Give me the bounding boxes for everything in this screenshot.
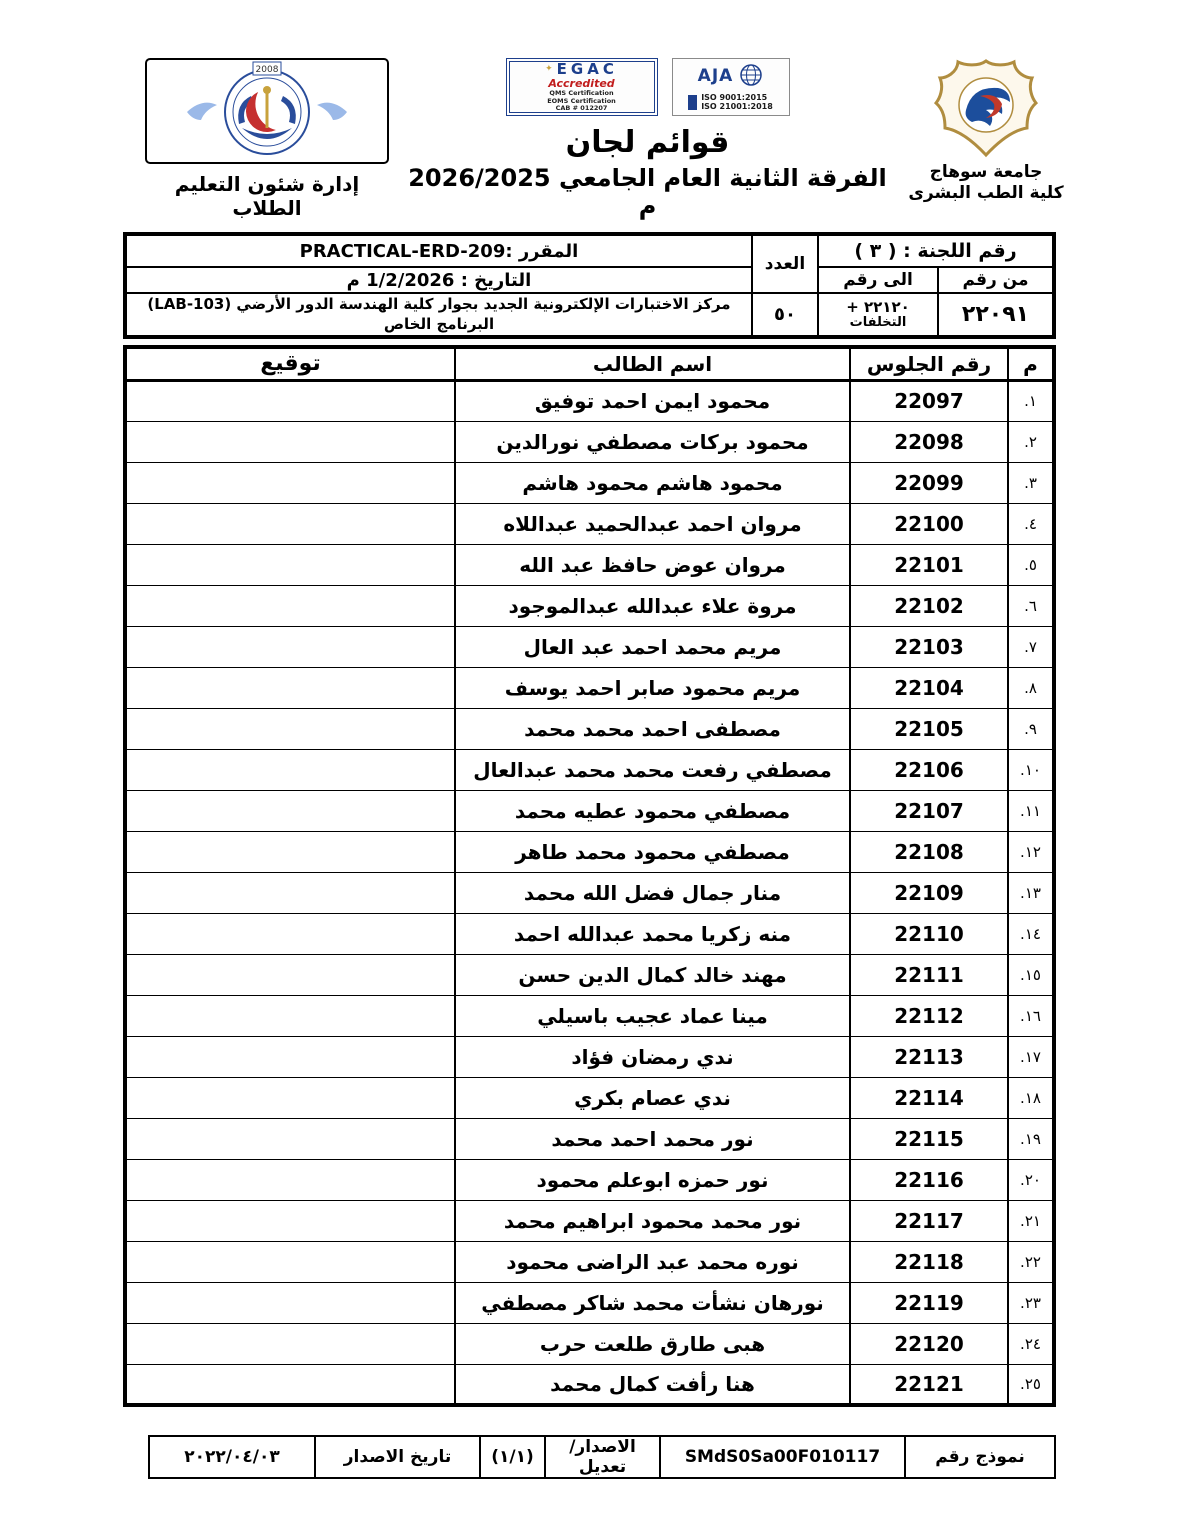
students-table — [123, 345, 1056, 1407]
student-name: نور محمد محمود ابراهيم محمد — [455, 1200, 850, 1241]
seat-number: 22112 — [850, 995, 1008, 1036]
university-block — [906, 58, 1066, 205]
row-index: ٢. — [1008, 421, 1054, 462]
svg-text:Faculty of Medicine — [157, 60, 161, 62]
retakes-note: التخلفات — [849, 314, 907, 330]
signature-cell — [125, 1364, 455, 1405]
seat-number: 22114 — [850, 1077, 1008, 1118]
row-index: ٢٢. — [1008, 1241, 1054, 1282]
row-index: ٢٥. — [1008, 1364, 1054, 1405]
exam-location-line1: مركز الاختبارات الإلكترونية الجديد بجوار كلية الهندسة الدور الأرضي (LAB-103) — [147, 295, 731, 313]
seat-number: 22104 — [850, 667, 1008, 708]
seat-number: 22100 — [850, 503, 1008, 544]
student-name: نور محمد احمد محمد — [455, 1118, 850, 1159]
seat-number: 22099 — [850, 462, 1008, 503]
seat-number: 22110 — [850, 913, 1008, 954]
footer-row — [149, 1436, 1055, 1478]
signature-cell — [125, 1323, 455, 1364]
egac-accredited-label: Accredited — [548, 77, 615, 91]
row-index: ١٩. — [1008, 1118, 1054, 1159]
signature-cell — [125, 790, 455, 831]
form-footer-table — [148, 1435, 1056, 1479]
issue-date-label: تاريخ الاصدار — [315, 1436, 480, 1478]
student-name: مروان عوض حافظ عبد الله — [455, 544, 850, 585]
count-label: العدد — [752, 234, 818, 293]
seat-number: 22098 — [850, 421, 1008, 462]
signature-cell — [125, 831, 455, 872]
students-tbody — [125, 380, 1054, 1405]
student-row — [125, 708, 1054, 749]
student-name: محمود ايمن احمد توفيق — [455, 380, 850, 421]
row-index: ٢٠. — [1008, 1159, 1054, 1200]
student-name: مصطفى احمد محمد محمد — [455, 708, 850, 749]
seat-number: 22116 — [850, 1159, 1008, 1200]
seat-number: 22102 — [850, 585, 1008, 626]
student-row — [125, 1364, 1054, 1405]
aja-certification-logo — [672, 58, 790, 116]
globe-icon — [739, 63, 763, 90]
course-code: PRACTICAL-ERD-209 — [299, 240, 506, 262]
row-index: ١. — [1008, 380, 1054, 421]
student-row — [125, 544, 1054, 585]
student-row — [125, 1282, 1054, 1323]
signature-cell — [125, 954, 455, 995]
from-number-value: ٢٢٠٩١ — [938, 293, 1054, 337]
row-index: ١٦. — [1008, 995, 1054, 1036]
row-index: ١٤. — [1008, 913, 1054, 954]
egac-qms-line: QMS Certification — [549, 89, 614, 98]
aja-iso-21001: ISO 21001:2018 — [701, 102, 773, 111]
revision-value: (١/١) — [480, 1436, 545, 1478]
aja-flag-mark — [688, 95, 697, 110]
student-row — [125, 1323, 1054, 1364]
seat-number: 22101 — [850, 544, 1008, 585]
page-title: قوائم لجان — [565, 125, 730, 160]
student-name: مينا عماد عجيب باسيلي — [455, 995, 850, 1036]
signature-cell — [125, 1077, 455, 1118]
seat-number: 22108 — [850, 831, 1008, 872]
header-signature: توقيع — [125, 347, 455, 380]
seat-number: 22115 — [850, 1118, 1008, 1159]
sohag-university-emblem-icon — [932, 143, 1040, 162]
faculty-emblem-box — [145, 58, 389, 164]
student-row — [125, 954, 1054, 995]
student-row — [125, 1118, 1054, 1159]
course-label: المقرر : — [505, 240, 579, 262]
student-name: منار جمال فضل الله محمد — [455, 872, 850, 913]
to-number: ٢٢١٢٠ + — [846, 298, 910, 317]
egac-eoms-line: EOMS Certification — [547, 96, 616, 105]
student-row — [125, 667, 1054, 708]
student-row — [125, 1036, 1054, 1077]
signature-cell — [125, 1159, 455, 1200]
student-row — [125, 872, 1054, 913]
student-name: مصطفي محمود عطيه محمد — [455, 790, 850, 831]
seat-number: 22103 — [850, 626, 1008, 667]
seat-number: 22113 — [850, 1036, 1008, 1077]
row-index: ١١. — [1008, 790, 1054, 831]
row-index: ٢٤. — [1008, 1323, 1054, 1364]
students-table-header-row — [125, 347, 1054, 380]
seat-number: 22118 — [850, 1241, 1008, 1282]
from-number-label: من رقم — [938, 267, 1054, 293]
signature-cell — [125, 544, 455, 585]
egac-cab-line: CAB # 012207 — [555, 104, 608, 113]
seat-number: 22117 — [850, 1200, 1008, 1241]
student-name: هنا رأفت كمال محمد — [455, 1364, 850, 1405]
form-number-value: SMdS0Sa00F010117 — [660, 1436, 905, 1478]
signature-cell — [125, 503, 455, 544]
header-student-name: اسم الطالب — [455, 347, 850, 380]
header-index: م — [1008, 347, 1054, 380]
student-row — [125, 626, 1054, 667]
student-name: محمود هاشم محمود هاشم — [455, 462, 850, 503]
row-index: ١٣. — [1008, 872, 1054, 913]
student-row — [125, 1159, 1054, 1200]
signature-cell — [125, 1282, 455, 1323]
seat-number: 22107 — [850, 790, 1008, 831]
row-index: ٣. — [1008, 462, 1054, 503]
aja-name: AJA — [697, 65, 734, 86]
student-row — [125, 380, 1054, 421]
count-value: ٥٠ — [752, 293, 818, 337]
student-row — [125, 913, 1054, 954]
row-index: ٢١. — [1008, 1200, 1054, 1241]
row-index: ١٠. — [1008, 749, 1054, 790]
seat-number: 22105 — [850, 708, 1008, 749]
header-seat-number: رقم الجلوس — [850, 347, 1008, 380]
row-index: ١٧. — [1008, 1036, 1054, 1077]
signature-cell — [125, 380, 455, 421]
student-row — [125, 462, 1054, 503]
signature-cell — [125, 1036, 455, 1077]
course-cell — [125, 234, 752, 267]
faculty-name: كلية الطب البشرى — [908, 183, 1064, 204]
content-area — [127, 232, 1056, 1407]
student-row — [125, 585, 1054, 626]
egac-accreditation-logo — [506, 58, 658, 116]
certification-logos — [399, 58, 896, 116]
signature-cell — [125, 749, 455, 790]
signature-cell — [125, 626, 455, 667]
student-name: مروان احمد عبدالحميد عبداللاه — [455, 503, 850, 544]
signature-cell — [125, 1200, 455, 1241]
issue-date-value: ٢٠٢٢/٠٤/٠٣ — [149, 1436, 315, 1478]
row-index: ٩. — [1008, 708, 1054, 749]
emblem-year: 2008 — [255, 65, 279, 75]
student-row — [125, 995, 1054, 1036]
row-index: ٧. — [1008, 626, 1054, 667]
seat-number: 22109 — [850, 872, 1008, 913]
committee-number: رقم اللجنة : ( ٣ ) — [818, 234, 1054, 267]
student-row — [125, 421, 1054, 462]
student-name: نوره محمد عبد الراضى محمود — [455, 1241, 850, 1282]
student-name: ندي رمضان فؤاد — [455, 1036, 850, 1077]
signature-cell — [125, 421, 455, 462]
student-name: نور حمزه ابوعلم محمود — [455, 1159, 850, 1200]
signature-cell — [125, 913, 455, 954]
signature-cell — [125, 667, 455, 708]
emblem-curved-text — [157, 60, 161, 62]
student-name: مروة علاء عبدالله عبدالموجود — [455, 585, 850, 626]
student-name: هبى طارق طلعت حرب — [455, 1323, 850, 1364]
seat-number: 22097 — [850, 380, 1008, 421]
row-index: ١٥. — [1008, 954, 1054, 995]
student-name: مريم محمد احمد عبد العال — [455, 626, 850, 667]
student-name: مهند خالد كمال الدين حسن — [455, 954, 850, 995]
row-index: ٢٣. — [1008, 1282, 1054, 1323]
student-name: نورهان نشأت محمد شاكر مصطفي — [455, 1282, 850, 1323]
student-name: ندي عصام بكري — [455, 1077, 850, 1118]
document-header — [145, 58, 1066, 220]
committee-info-table — [123, 232, 1056, 339]
row-index: ٤. — [1008, 503, 1054, 544]
aja-iso-9001: ISO 9001:2015 — [701, 92, 768, 102]
student-name: مصطفي محمود محمد طاهر — [455, 831, 850, 872]
signature-cell — [125, 995, 455, 1036]
exam-location-line2: البرنامج الخاص — [383, 314, 495, 333]
student-name: مصطفي رفعت محمد محمد عبدالعال — [455, 749, 850, 790]
seat-number: 22111 — [850, 954, 1008, 995]
student-row — [125, 749, 1054, 790]
exam-date: التاريخ : 1/2/2026 م — [125, 267, 752, 293]
signature-cell — [125, 585, 455, 626]
egac-emblem-icon: ✦ — [545, 64, 553, 75]
page-subtitle: الفرقة الثانية العام الجامعي 2026/2025 م — [408, 164, 887, 220]
to-number-value — [818, 293, 938, 337]
student-name: محمود بركات مصطفي نورالدين — [455, 421, 850, 462]
signature-cell — [125, 708, 455, 749]
row-index: ٥. — [1008, 544, 1054, 585]
student-row — [125, 503, 1054, 544]
header-center — [389, 58, 906, 220]
university-name: جامعة سوهاج — [929, 162, 1043, 182]
student-name: مريم محمود صابر احمد يوسف — [455, 667, 850, 708]
signature-cell — [125, 872, 455, 913]
row-index: ٨. — [1008, 667, 1054, 708]
student-row — [125, 1077, 1054, 1118]
exam-location — [125, 293, 752, 337]
form-number-label: نموذج رقم — [905, 1436, 1055, 1478]
student-row — [125, 1241, 1054, 1282]
signature-cell — [125, 1241, 455, 1282]
student-row — [125, 790, 1054, 831]
student-name: منه زكريا محمد عبدالله احمد — [455, 913, 850, 954]
seat-number: 22120 — [850, 1323, 1008, 1364]
seat-number: 22106 — [850, 749, 1008, 790]
admin-block — [145, 58, 389, 220]
row-index: ٦. — [1008, 585, 1054, 626]
signature-cell — [125, 1118, 455, 1159]
seat-number: 22121 — [850, 1364, 1008, 1405]
student-row — [125, 1200, 1054, 1241]
admin-department-label: إدارة شئون التعليم الطلاب — [174, 172, 360, 220]
faculty-of-medicine-emblem-icon — [157, 60, 377, 162]
student-row — [125, 831, 1054, 872]
to-number-label: الى رقم — [818, 267, 938, 293]
seat-number: 22119 — [850, 1282, 1008, 1323]
egac-name: EGAC — [556, 60, 618, 79]
revision-label: الاصدار/تعديل — [545, 1436, 660, 1478]
row-index: ١٢. — [1008, 831, 1054, 872]
row-index: ١٨. — [1008, 1077, 1054, 1118]
signature-cell — [125, 462, 455, 503]
